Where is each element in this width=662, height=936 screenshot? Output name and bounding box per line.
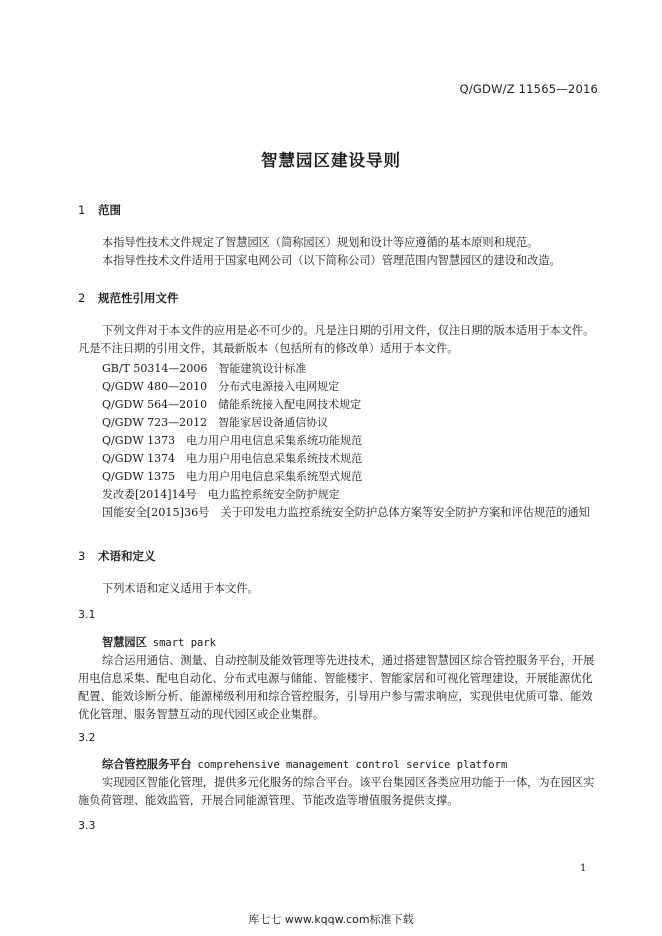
- reference-item: Q/GDW 1374 电力用户用电信息采集系统技术规范: [102, 452, 363, 465]
- term-heading: [102, 634, 216, 650]
- section-3-intro: 下列术语和定义适用于本文件。: [102, 582, 259, 595]
- reference-item: Q/GDW 1373 电力用户用电信息采集系统功能规范: [102, 434, 363, 447]
- standard-code: Q/GDW/Z 11565—2016: [459, 82, 598, 96]
- section-1-para: 本指导性技术文件规定了智慧园区（简称园区）规划和设计等应遵循的基本原则和规范。: [102, 236, 539, 249]
- document-title: 智慧园区建设导则: [261, 151, 401, 170]
- section-title: 范围: [98, 203, 121, 217]
- section-title: 规范性引用文件: [98, 291, 179, 305]
- term-number: 3.3: [78, 819, 96, 832]
- reference-item: GB/T 50314—2006 智能建筑设计标准: [102, 362, 307, 375]
- reference-item: Q/GDW 1375 电力用户用电信息采集系统型式规范: [102, 470, 363, 483]
- term-definition: 综合运用通信、测量、自动控制及能效管理等先进技术，通过搭建智慧园区综合管控服务平台，开展用电信息采集、配电自动化、分布式电源与储能、智能楼宇、智能家居和可视化管理建设，开展能源优化配置、能效诊断分析、能源梯级利用和综合管控服务，引导用户参与需求响应，实现供电优质可靠、能效优化管理、服务智慧互动的现代园区或企业集群。: [78, 654, 595, 721]
- section-1-heading: [78, 202, 121, 218]
- term-english-name: smart park: [152, 637, 216, 649]
- section-1-para: 本指导性技术文件适用于国家电网公司（以下简称公司）管理范围内智慧园区的建设和改造。: [102, 254, 561, 267]
- term-number: 3.1: [78, 608, 96, 621]
- term-number: 3.2: [78, 731, 96, 744]
- term-english-name: comprehensive management control service platform: [197, 759, 508, 771]
- section-title: 术语和定义: [98, 549, 156, 563]
- reference-item: Q/GDW 480—2010 分布式电源接入电网规定: [102, 380, 340, 393]
- term-heading: [102, 756, 507, 772]
- reference-item: Q/GDW 564—2010 储能系统接入配电网技术规定: [102, 398, 362, 411]
- term-chinese-name: 智慧园区: [102, 636, 147, 649]
- reference-item: 国能安全[2015]36号 关于印发电力监控系统安全防护总体方案等安全防护方案和评估规范的通知: [102, 506, 590, 519]
- section-3-heading: [78, 548, 156, 564]
- page-number: 1: [580, 863, 587, 874]
- footer-watermark: 库七七 www.kqqw.com标准下载: [248, 913, 414, 926]
- term-definition: 实现园区智能化管理，提供多元化服务的综合平台。该平台集园区各类应用功能于一体，为在园区实施负荷管理、能效监管，开展合同能源管理、节能改造等增值服务提供支撑。: [78, 776, 595, 807]
- section-2-heading: [78, 290, 179, 306]
- section-number: 2: [78, 291, 86, 305]
- reference-item: Q/GDW 723—2012 智能家居设备通信协议: [102, 416, 329, 429]
- section-number: 1: [78, 203, 86, 217]
- reference-item: 发改委[2014]14号 电力监控系统安全防护规定: [102, 488, 340, 501]
- term-chinese-name: 综合管控服务平台: [102, 758, 192, 771]
- section-number: 3: [78, 549, 86, 563]
- section-2-intro: 下列文件对于本文件的应用是必不可少的。凡是注日期的引用文件，仅注日期的版本适用于本文件。凡是不注日期的引用文件，其最新版本（包括所有的修改单）适用于本文件。: [78, 324, 595, 355]
